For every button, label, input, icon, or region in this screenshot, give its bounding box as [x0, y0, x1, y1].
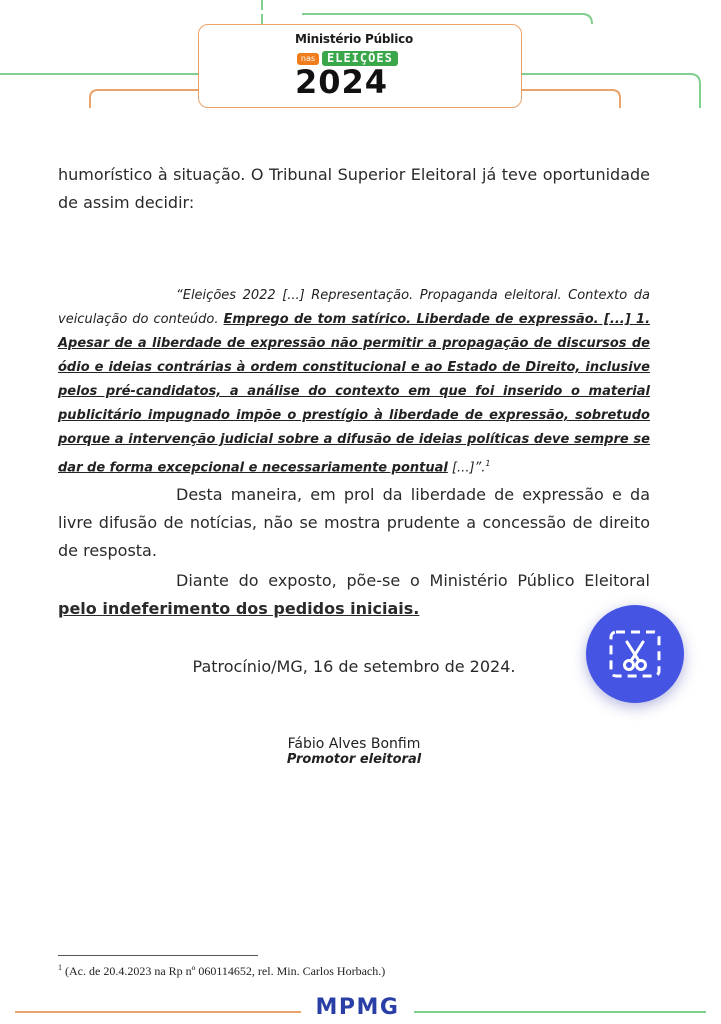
jurisprudence-quote	[58, 284, 650, 480]
footnote-text: (Ac. de 20.4.2023 na Rp nº 060114652, rel. Min. Carlos Horbach.)	[62, 964, 386, 978]
signature-name: Fábio Alves Bonfim	[287, 736, 421, 752]
paragraph-request-text: Diante do exposto, põe-se o Ministério Público Eleitoral	[176, 571, 650, 590]
screenshot-capture-button[interactable]	[586, 605, 684, 703]
footer-line-left	[15, 1011, 301, 1013]
footnote	[58, 963, 385, 979]
footnote-divider	[58, 955, 258, 956]
signature-role: Promotor eleitoral	[286, 752, 422, 767]
elections-logo	[198, 24, 522, 108]
paragraph-conclusion	[58, 481, 650, 565]
logo-eleicoes-badge: ELEIÇÕES	[322, 51, 398, 66]
paragraph-request-bold: pelo indeferimento dos pedidos iniciais.	[58, 599, 420, 618]
footnote-ref[interactable]: 1	[485, 459, 491, 468]
logo-year: 2024	[295, 63, 389, 101]
paragraph-request	[58, 567, 650, 623]
footer-line-right	[414, 1011, 706, 1013]
paragraph-conclusion-text: Desta maneira, em prol da liberdade de expressão e da livre difusão de notícias, não se mostra prudente a concessão de direito de resposta.	[58, 485, 650, 560]
footnote-marker: 1	[58, 963, 62, 972]
date-line: Patrocínio/MG, 16 de setembro de 2024.	[192, 657, 516, 676]
footer-brand: MPMG	[315, 995, 400, 1020]
logo-nas-badge: nas	[297, 53, 319, 65]
quote-highlight: Emprego de tom satírico. Liberdade de expressão. [...] 1. Apesar de a liberdade de expressão não permitir a propagação de discursos de ódio e ideias contrárias à ordem constitucional e ao Estado de Direito, inclusive pelos pré-candidatos, a análise do contexto em que foi inserido o material publicitário impugnado impõe o prestígio à liberdade de expressão, sobretudo porque a intervenção judicial sobre a difusão de ideias políticas deve sempre se dar de forma excepcional e necessariamente pontual	[58, 312, 651, 476]
logo-title: Ministério Público	[295, 32, 414, 46]
screenshot-scissors-icon	[608, 629, 662, 679]
quote-end: [...]”.	[447, 460, 486, 476]
quote-text: “Eleições 2022 [...] Representação. Propaganda eleitoral. Contexto da veiculação do conteúdo.	[58, 288, 650, 327]
paragraph-intro: humorístico à situação. O Tribunal Superior Eleitoral já teve oportunidade de assim decidir:	[58, 165, 650, 212]
